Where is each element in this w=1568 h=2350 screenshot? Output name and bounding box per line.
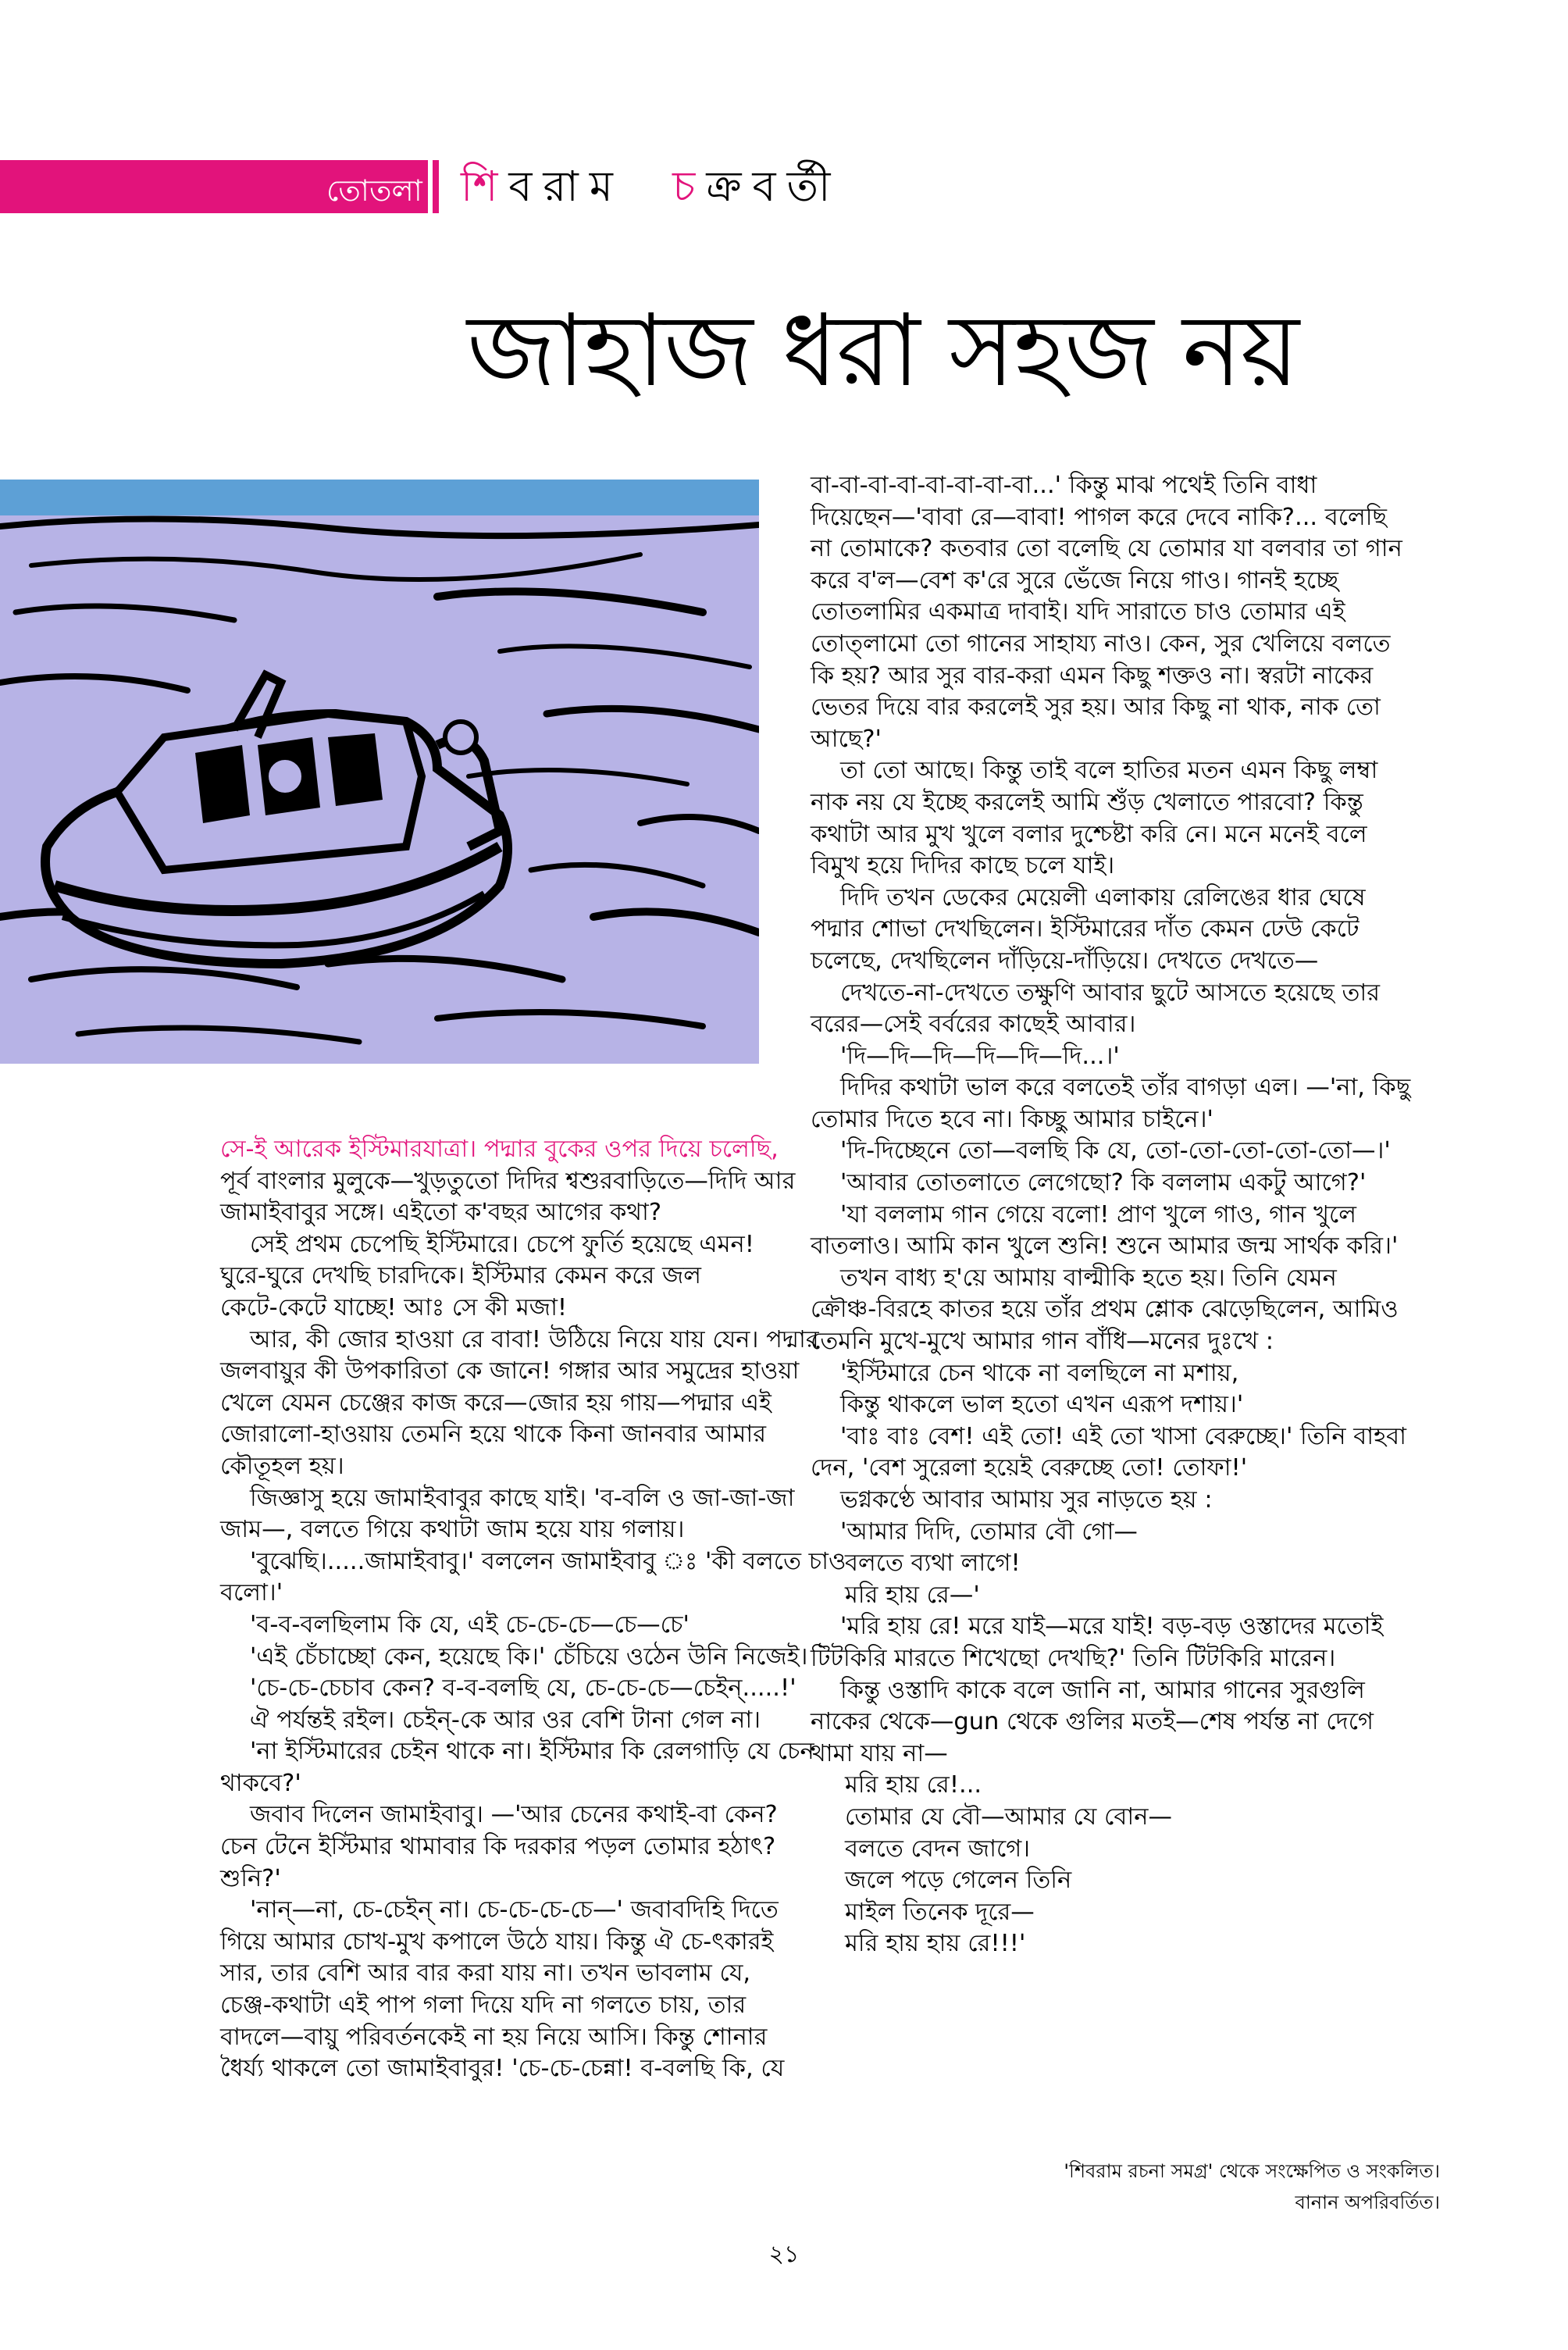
text-line: 'চে-চে-চেচাব কেন? ব-ব-বলছি যে, চে-চে-চে—চেইন্.....!' bbox=[250, 1674, 796, 1703]
text-line: 'আবার তোতলাতে লেগেছো? কি বললাম একটু আগে?' bbox=[840, 1169, 1367, 1197]
text-line: 'এই চেঁচাচ্ছো কেন, হয়েছে কি।' চেঁচিয়ে ওঠেন উনি নিজেই। bbox=[250, 1642, 808, 1671]
text-line: জিজ্ঞাসু হয়ে জামাইবাবুর কাছে যাই। 'ব-বলি ও জা-জা-জা bbox=[250, 1484, 795, 1512]
text-line: কি হয়? আর সুর বার-করা এমন কিছু শক্তও না। স্বরটা নাকের bbox=[811, 661, 1374, 690]
text-line: 'নান্—না, চে-চেইন্ না। চে-চে-চে-চে—' জবাবদিহি দিতে bbox=[250, 1896, 779, 1924]
text-line: পূর্ব বাংলার মুলুকে—খুড়তুতো দিদির শ্বশুরবাড়িতে—দিদি আর bbox=[220, 1167, 796, 1195]
text-line: জামাইবাবুর সঙ্গে। এইতো ক'বছর আগের কথা? bbox=[220, 1199, 662, 1227]
text-line: থাকবে?' bbox=[220, 1769, 301, 1797]
text-line: তোত্লামো তো গানের সাহায্য নাও। কেন, সুর খেলিয়ে বলতে bbox=[811, 629, 1391, 658]
text-line: 'বাঃ বাঃ বেশ! এই তো! এই তো খাসা বেরুচ্ছে।' তিনি বাহবা bbox=[840, 1422, 1406, 1450]
text-line: 'যা বললাম গান গেয়ে বলো! প্রাণ খুলে গাও, গান খুলে bbox=[840, 1200, 1357, 1228]
series-label: তোতলা bbox=[326, 173, 422, 208]
text-line: বিমুখ হয়ে দিদির কাছে চলে যাই। bbox=[811, 852, 1115, 880]
text-line: থামা যায় না— bbox=[811, 1739, 948, 1767]
author-last-rest: ক্রবর্তী bbox=[706, 162, 842, 211]
left-column bbox=[220, 1134, 846, 2085]
text-line: তোমার দিতে হবে না। কিচ্ছু আমার চাইনে।' bbox=[811, 1105, 1213, 1133]
text-line: তোমার যে বৌ—আমার যে বোন— bbox=[845, 1803, 1172, 1831]
text-line: পদ্মার শোভা দেখছিলেন। ইস্টিমারের দাঁত কেমন ঢেউ কেটে bbox=[811, 915, 1360, 943]
text-line: কেটে-কেটে যাচ্ছে! আঃ সে কী মজা! bbox=[220, 1293, 568, 1321]
text-line: তখন বাধ্য হ'য়ে আমায় বাল্মীকি হতে হয়। তিনি যেমন bbox=[840, 1264, 1337, 1292]
text-line: বা-বা-বা-বা-বা-বা-বা-বা...' কিন্তু মাঝ পথেই তিনি বাধা bbox=[811, 472, 1317, 499]
text-line: দিয়েছেন—'বাবা রে—বাবা! পাগল করে দেবে নাকি?... বলেছি bbox=[811, 503, 1387, 531]
text-line: ভেতর দিয়ে বার করলেই সুর হয়। আর কিছু না থাক, নাক তো bbox=[811, 694, 1381, 722]
author-initial-last: চ bbox=[672, 162, 707, 211]
text-line: দেখতে-না-দেখতে তক্ষুণি আবার ছুটে আসতে হয়েছে তার bbox=[840, 979, 1381, 1007]
source-credit bbox=[968, 2156, 1440, 2218]
text-line: দেন, 'বেশ সুরেলা হয়েই বেরুচ্ছে তো! তোফা!' bbox=[811, 1454, 1248, 1482]
text-line: না তোমাকে? কতবার তো বলেছি যে তোমার যা বলবার তা গান bbox=[811, 535, 1402, 563]
text-line: 'ব-ব-বলছিলাম কি যে, এই চে-চে-চে—চে—চে' bbox=[250, 1610, 690, 1639]
text-line: চলেছে, দেখছিলেন দাঁড়িয়ে-দাঁড়িয়ে। দেখতে দেখতে— bbox=[811, 947, 1319, 975]
text-line: জবাব দিলেন জামাইবাবু। —'আর চেনের কথাই-বা কেন? bbox=[250, 1801, 778, 1829]
text-line: কৌতূহল হয়। bbox=[220, 1452, 344, 1480]
text-line: নাক নয় যে ইচ্ছে করলেই আমি শুঁড় খেলাতে পারবো? কিন্তু bbox=[811, 788, 1363, 816]
text-line: 'মরি হায় রে! মরে যাই—মরে যাই! বড়-বড় ওস্তাদের মতোই bbox=[840, 1613, 1384, 1641]
text-line: জাম—, বলতে গিয়ে কথাটা জাম হয়ে যায় গলায়। bbox=[220, 1516, 685, 1544]
boat-illustration bbox=[0, 480, 759, 1064]
text-line: মরি হায় রে!... bbox=[845, 1771, 982, 1799]
text-line: দিদির কথাটা ভাল করে বলতেই তাঁর বাগড়া এল। —'না, কিছু bbox=[840, 1074, 1411, 1102]
text-line: টিটকিরি মারতে শিখেছো দেখছি?' তিনি টিটকিরি মারেন। bbox=[811, 1644, 1336, 1672]
text-line: ভগ্নকণ্ঠে আবার আমায় সুর নাড়তে হয় : bbox=[840, 1486, 1213, 1514]
text-line: 'আমার দিদি, তোমার বৌ গো— bbox=[840, 1517, 1138, 1546]
text-line: ধৈর্য্য থাকলে তো জামাইবাবুর! 'চে-চে-চেন্না! ব-বলছি কি, যে bbox=[220, 2055, 785, 2083]
text-line: 'দি-দিচ্ছেনে তো—বলছি কি যে, তো-তো-তো-তো-তো—।' bbox=[840, 1137, 1391, 1165]
text-line: নাকের থেকে—gun থেকে গুলির মতই—শেষ পর্যন্ত না দেগে bbox=[811, 1708, 1374, 1736]
text-line: জলবায়ুর কী উপকারিতা কে জানে! গঙ্গার আর সমুদ্রের হাওয়া bbox=[220, 1357, 800, 1385]
text-line: তা তো আছে। কিন্তু তাই বলে হাতির মতন এমন কিছু লম্বা bbox=[840, 757, 1378, 785]
text-line: বরের—সেই বর্বরের কাছেই আবার। bbox=[811, 1011, 1136, 1039]
text-line: দিদি তখন ডেকের মেয়েলী এলাকায় রেলিঙের ধার ঘেষে bbox=[840, 883, 1366, 911]
text-line: চেঞ্জ-কথাটা এই পাপ গলা দিয়ে যদি না গলতে চায়, তার bbox=[220, 1992, 747, 2020]
text-line: করে ব'ল—বেশ ক'রে সুরে ভেঁজে নিয়ে গাও। গানই হচ্ছে bbox=[811, 566, 1339, 594]
text-line: শুনি?' bbox=[220, 1864, 281, 1892]
text-line: ঐ পর্যন্তই রইল। চেইন্-কে আর ওর বেশি টানা গেল না। bbox=[250, 1706, 761, 1734]
text-line: আর, কী জোর হাওয়া রে বাবা! উঠিয়ে নিয়ে যায় যেন। পদ্মার bbox=[250, 1325, 819, 1353]
text-line: ঘুরে-ঘুরে দেখছি চারদিকে। ইস্টিমার কেমন করে জল bbox=[220, 1262, 701, 1290]
header-divider bbox=[428, 160, 433, 213]
text-line: জোরালো-হাওয়ায় তেমনি হয়ে থাকে কিনা জানবার আমার bbox=[220, 1421, 766, 1449]
text-line: ক্রৌঞ্চ-বিরহে কাতর হয়ে তাঁর প্রথম শ্লোক ঝেড়েছিলেন, আমিও bbox=[811, 1296, 1399, 1324]
text-line: কিন্তু থাকলে ভাল হতো এখন এরূপ দশায়।' bbox=[840, 1391, 1244, 1419]
text-line: সেই প্রথম চেপেছি ইস্টিমারে। চেপে ফুর্তি হয়েছে এমন! bbox=[250, 1230, 754, 1258]
text-line: মাইল তিনেক দূরে— bbox=[845, 1898, 1035, 1926]
intro-line: সে-ই আরেক ইস্টিমারযাত্রা। পদ্মার বুকের ওপর দিয়ে চলেছি, bbox=[220, 1136, 779, 1163]
text-line: খেলে যেমন চেঞ্জের কাজ করে—জোর হয় গায়—পদ্মার এই bbox=[220, 1389, 772, 1417]
right-column bbox=[811, 470, 1435, 1960]
credit-line-spelling: বানান অপরিবর্তিত। bbox=[1295, 2191, 1440, 2213]
text-line: বলতে ব্যথা লাগে! bbox=[845, 1549, 1021, 1578]
text-line: বলতে বেদন জাগে। bbox=[845, 1835, 1031, 1863]
story-title: জাহাজ ধরা সহজ নয় bbox=[467, 293, 1298, 409]
page-number: ২১ bbox=[768, 2241, 800, 2268]
credit-line-source: 'শিবরাম রচনা সমগ্র' থেকে সংক্ষেপিত ও সংকলিত। bbox=[1064, 2160, 1440, 2182]
author-first-rest: বরাম bbox=[508, 162, 624, 211]
text-line: জলে পড়ে গেলেন তিনি bbox=[845, 1867, 1072, 1895]
text-line: তোতলামির একমাত্র দাবাই। যদি সারাতে চাও তোমার এই bbox=[811, 598, 1345, 626]
text-line: কথাটা আর মুখ খুলে বলার দুশ্চেষ্টা করি নে। মনে মনেই বলে bbox=[811, 820, 1367, 848]
text-line: চেন টেনে ইস্টিমার থামাবার কি দরকার পড়ল তোমার হঠাৎ? bbox=[220, 1833, 776, 1861]
text-line: মরি হায় হায় রে!!!' bbox=[845, 1930, 1026, 1958]
author-initial-first: শি bbox=[461, 162, 509, 211]
text-line: সার, তার বেশি আর বার করা যায় না। তখন ভাবলাম যে, bbox=[220, 1960, 751, 1988]
text-line: বাদলে—বায়ু পরিবর্তনকেই না হয় নিয়ে আসি। কিন্তু শোনার bbox=[220, 2023, 768, 2051]
text-line: বলো।' bbox=[220, 1579, 283, 1607]
text-line: আছে?' bbox=[811, 725, 882, 753]
text-line: কিন্তু ওস্তাদি কাকে বলে জানি না, আমার গানের সুরগুলি bbox=[840, 1676, 1365, 1704]
text-line: 'ইস্টিমারে চেন থাকে না বলছিলে না মশায়, bbox=[840, 1359, 1239, 1387]
text-line: মরি হায় রে—' bbox=[845, 1581, 980, 1609]
text-line: 'দি—দি—দি—দি—দি—দি...।' bbox=[840, 1042, 1120, 1070]
text-line: বাতলাও। আমি কান খুলে শুনি! শুনে আমার জন্ম সার্থক করি।' bbox=[811, 1232, 1399, 1261]
text-line: গিয়ে আমার চোখ-মুখ কপালে উঠে যায়। কিন্তু ঐ চে-ৎকারই bbox=[220, 1927, 774, 1956]
text-line: তেমনি মুখে-মুখে আমার গান বাঁধি—মনের দুঃখে : bbox=[811, 1328, 1274, 1356]
text-line: 'না ইস্টিমারের চেইন থাকে না। ইস্টিমার কি রেলগাড়ি যে চেন bbox=[250, 1738, 814, 1766]
text-line: 'বুঝেছি।.....জামাইবাবু।' বললেন জামাইবাবু ঃ 'কী বলতে চাও bbox=[250, 1547, 846, 1575]
author-name bbox=[461, 161, 842, 217]
